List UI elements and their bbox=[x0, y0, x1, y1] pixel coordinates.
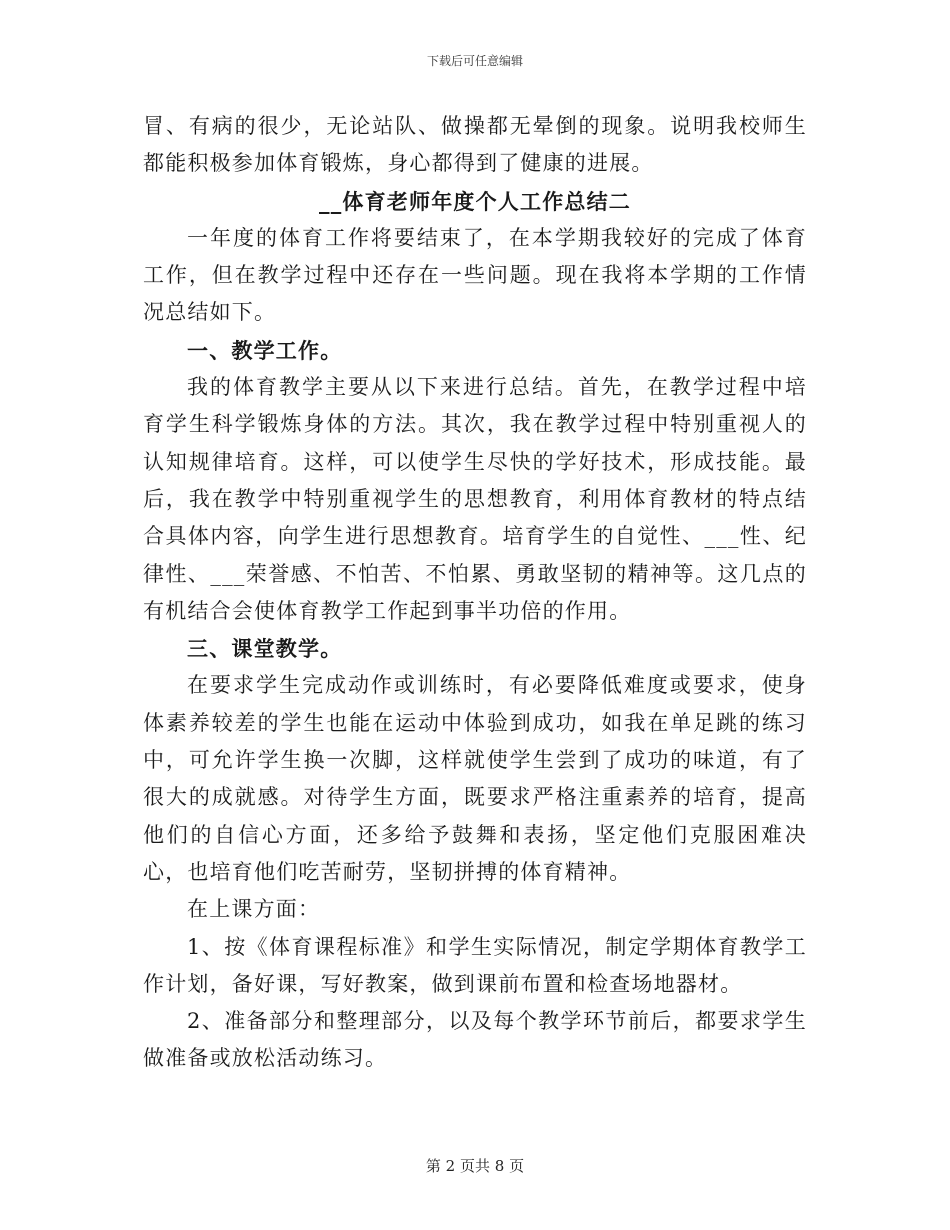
paragraph-classroom: 在要求学生完成动作或训练时，有必要降低难度或要求，使身体素养较差的学生也能在运动中体验到成功，如我在单足跳的练习中，可允许学生换一次脚，这样就使学生尝到了成功的味道，有了很大的成就感。对待学生方面，既要求严格注重素养的培育，提高他们的自信心方面，还多给予鼓舞和表扬，坚定他们克服困难决心，也培育他们吃苦耐劳，坚韧拼搏的体育精神。 bbox=[143, 673, 807, 884]
document-title: __体育老师年度个人工作总结二 bbox=[319, 188, 631, 214]
page-number: 第 2 页共 8 页 bbox=[425, 1157, 525, 1175]
paragraph-intro: 一年度的体育工作将要结束了，在本学期我较好的完成了体育工作，但在教学过程中还存在一些问题。现在我将本学期的工作情况总结如下。 bbox=[143, 225, 807, 325]
section-heading-teaching: 一、教学工作。 bbox=[187, 337, 343, 363]
list-item-1: 1、按《体育课程标准》和学生实际情况，制定学期体育教学工作计划，备好课，写好教案，做到课前布置和检查场地器材。 bbox=[143, 934, 807, 996]
header-note: 下载后可任意编辑 bbox=[426, 54, 523, 68]
paragraph-teaching: 我的体育教学主要从以下来进行总结。首先，在教学过程中培育学生科学锻炼身体的方法。其次，我在教学过程中特别重视人的认知规律培育。这样，可以使学生尽快的学好技术，形成技能。最后，我在教学中特别重视学生的思想教育，利用体育教材的特点结合具体内容，向学生进行思想教育。培育学生的自觉性、___性、纪律性、___荣誉感、不怕苦、不怕累、勇敢坚韧的精神等。这几点的有机结合会使体育教学工作起到事半功倍的作用。 bbox=[143, 375, 807, 623]
paragraph-lesson-intro: 在上课方面： bbox=[187, 897, 321, 922]
list-item-2: 2、准备部分和整理部分，以及每个教学环节前后，都要求学生做准备或放松活动练习。 bbox=[143, 1009, 807, 1071]
paragraph-continuation: 冒、有病的很少，无论站队、做操都无晕倒的现象。说明我校师生都能积极参加体育锻炼，身心都得到了健康的进展。 bbox=[143, 114, 807, 176]
section-heading-classroom: 三、课堂教学。 bbox=[187, 636, 343, 662]
document-body bbox=[143, 108, 807, 1078]
